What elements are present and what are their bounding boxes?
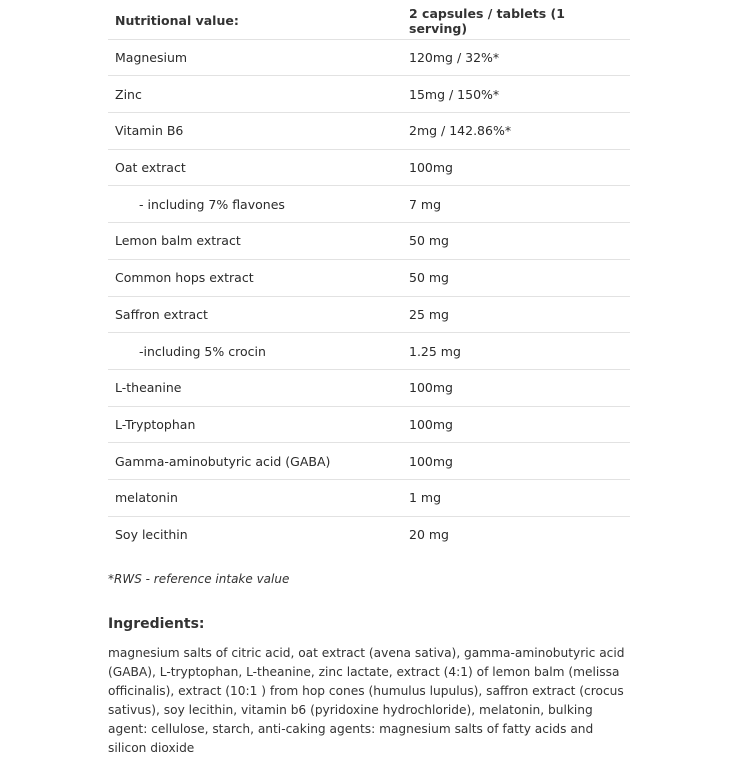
table-row (108, 39, 630, 76)
table-row (108, 113, 630, 150)
table-header-row (108, 3, 630, 39)
table-row (108, 259, 630, 296)
footnote: *RWS - reference intake value (108, 572, 290, 587)
nutrient-name: Common hops extract (108, 259, 402, 296)
nutrient-name: L-Tryptophan (108, 406, 402, 443)
nutrient-value: 100mg (402, 406, 630, 443)
nutrient-value: 100mg (402, 443, 630, 480)
nutrient-value: 50 mg (402, 259, 630, 296)
nutrient-name: Oat extract (108, 149, 402, 186)
header-nutrient: Nutritional value: (108, 3, 402, 39)
nutrient-name: Saffron extract (108, 296, 402, 333)
ingredients-text: magnesium salts of citric acid, oat extract (avena sativa), gamma-aminobutyric acid (GABA), L-tryptophan, L-theanine, zinc lactate, extract (4:1) of lemon balm (melissa officinalis), extract (10:1 ) from hop cones (humulus lupulus), saffron extract (crocus sativus), soy lecithin, vitamin b6 (pyridoxine hydrochloride), melatonin, bulking agent: cellulose, starch, anti-caking agents: magnesium salts of fatty acids and silicon dioxide (108, 646, 625, 756)
nutrient-name: L-theanine (108, 369, 402, 406)
nutrient-value: 7 mg (402, 186, 630, 223)
nutrient-value: 25 mg (402, 296, 630, 333)
nutrient-name: Soy lecithin (115, 526, 188, 542)
nutrient-value: 100mg (402, 369, 630, 406)
table-row (108, 479, 630, 516)
nutrient-value: 1.25 mg (402, 333, 630, 370)
table-row (108, 516, 630, 552)
table-row (108, 76, 630, 113)
table-row (108, 186, 630, 223)
table-row (108, 406, 630, 443)
table-row (108, 223, 630, 260)
nutrient-name: melatonin (108, 479, 402, 516)
nutrient-value: 120mg / 32%* (402, 39, 630, 76)
table-row (108, 369, 630, 406)
table-row (108, 443, 630, 480)
nutrient-name: Lemon balm extract (108, 223, 402, 260)
nutrient-name: Zinc (108, 76, 402, 113)
nutrient-name: Gamma-aminobutyric acid (GABA) (108, 443, 402, 480)
nutrient-name: Vitamin B6 (108, 113, 402, 150)
ingredients-heading: Ingredients: (108, 616, 205, 633)
nutrient-subitem-name: - including 7% flavones (108, 186, 402, 223)
nutrient-value: 20 mg (409, 526, 449, 542)
header-serving: 2 capsules / tablets (1 serving) (402, 3, 630, 39)
nutrition-table (108, 3, 630, 552)
nutrient-name: Magnesium (108, 39, 402, 76)
nutrient-value: 50 mg (402, 223, 630, 260)
table-row (108, 149, 630, 186)
nutrient-value: 2mg / 142.86%* (402, 113, 630, 150)
nutrient-value: 100mg (402, 149, 630, 186)
nutrient-subitem-name: -including 5% crocin (108, 333, 402, 370)
table-row (108, 296, 630, 333)
nutrient-value: 1 mg (402, 479, 630, 516)
product-info (108, 3, 630, 758)
table-row (108, 333, 630, 370)
nutrient-value: 15mg / 150%* (402, 76, 630, 113)
